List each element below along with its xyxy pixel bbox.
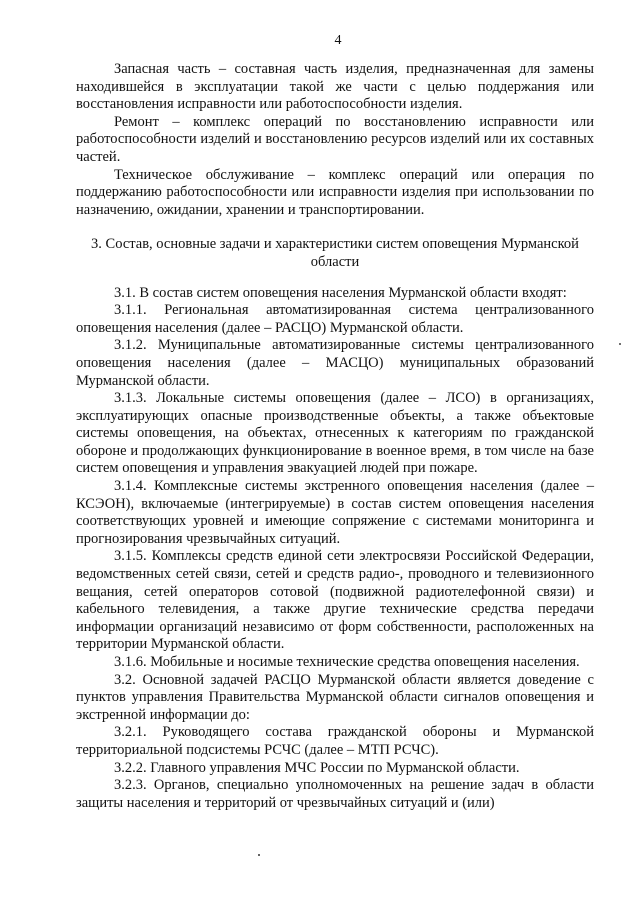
footer-speck: [258, 854, 260, 856]
paragraph-3-1-5: 3.1.5. Комплексы средств единой сети электросвязи Российской Федерации, ведомственных сетей связи, сетей и средств радио-, проводного и телевизионного вещания, сетей операторов сотовой (подвижной радиотелефонной связи) и кабельного телевидения, а также другие технические средства передачи информации организаций независимо от форм собственности, расположенных на территории Мурманской области.: [76, 548, 594, 653]
document-page: [76, 32, 594, 812]
paragraph-3-2-2: 3.2.2. Главного управления МЧС России по Мурманской области.: [114, 759, 520, 776]
paragraph-3-1-6: 3.1.6. Мобильные и носимые технические средства оповещения населения.: [114, 654, 580, 670]
paragraph-spare-part: Запасная часть – составная часть изделия, предназначенная для замены находившейся в эксплуатации такой же части с целью поддержания или восстановления исправности или работоспособности изделия.: [76, 61, 594, 113]
paragraph-repair: Ремонт – комплекс операций по восстановлению исправности или работоспособности изделий и восстановлению ресурсов изделий или их составных частей.: [76, 113, 594, 165]
paragraph-3-2-1: 3.2.1. Руководящего состава гражданской обороны и Мурманской территориальной подсистемы РСЧС (далее – МТП РСЧС).: [76, 724, 594, 758]
section-heading: 3. Состав, основные задачи и характеристики систем оповещения Мурманской области: [91, 236, 579, 270]
paragraph-maintenance: Техническое обслуживание – комплекс операций или операция по поддержанию работоспособности или исправности изделия при использовании по назначению, ожидании, хранении и транспортировании.: [76, 166, 594, 218]
paragraph-3-1-3: 3.1.3. Локальные системы оповещения (далее – ЛСО) в организациях, эксплуатирующих опасные производственные объекты, а также объектовые системы оповещения, на объектах, отнесенных к категориям по гражданской обороне и продолжающих функционирование в военное время, в том числе на базе систем оповещения и управления эвакуацией людей при пожаре.: [76, 390, 594, 477]
paragraph-3-2-3: 3.2.3. Органов, специально уполномоченных на решение задач в области защиты населения и территорий от чрезвычайных ситуаций и (или): [76, 777, 594, 811]
page-number: 4: [334, 33, 342, 48]
paragraph-3-1-4: 3.1.4. Комплексные системы экстренного оповещения населения (далее – КСЭОН), включаемые (интегрируемые) в состав систем оповещения населения соответствующих уровней и имеющие сопряжение с системами мониторинга и прогнозирования чрезвычайных ситуаций.: [76, 478, 594, 547]
paragraph-3-1: 3.1. В состав систем оповещения населения Мурманской области входят:: [114, 284, 567, 301]
margin-speck: [619, 343, 621, 345]
paragraph-3-2: 3.2. Основной задачей РАСЦО Мурманской области является доведение с пунктов управления Правительства Мурманской области сигналов оповещения и экстренной информации до:: [76, 671, 594, 723]
paragraph-3-1-1: 3.1.1. Региональная автоматизированная система централизованного оповещения населения (далее – РАСЦО) Мурманской области.: [76, 302, 594, 336]
paragraph-3-1-2: 3.1.2. Муниципальные автоматизированные системы централизованного оповещения населения (далее – МАСЦО) муниципальных образований Мурманской области.: [76, 337, 594, 389]
